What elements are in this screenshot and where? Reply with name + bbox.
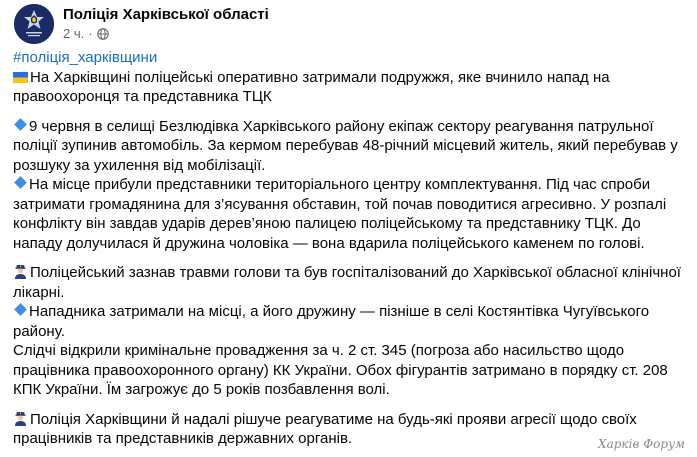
paragraph <box>13 410 689 449</box>
post-body <box>13 48 689 449</box>
paragraph-text: 9 червня в селищі Безлюдівка Харківського району екіпаж сектору реагування патрульної поліції зупинив автомобіль. За кермом перебував 48-річний місцевий житель, який перебував у розшуку за ухилення від мобілізації. <box>13 117 678 174</box>
paragraph <box>13 263 689 302</box>
globe-icon[interactable] <box>97 28 109 40</box>
post-meta <box>63 26 109 41</box>
police-officer-icon <box>13 264 28 279</box>
paragraph <box>13 341 689 400</box>
blue-diamond-icon <box>14 176 27 189</box>
paragraph <box>13 302 689 341</box>
blue-diamond-icon <box>14 118 27 131</box>
headline-paragraph <box>13 68 689 107</box>
paragraph-text: На місце прибули представники територіального центру комплектування. Під час спроби затримати громадянина для з’ясування обставин, той почав поводитися агресивно. У розпалі конфлікту він завдав ударів дерев’яною палицею поліцейському та представнику ТЦК. До нападу долучилася й дружина чоловіка — вона вдарила поліцейського каменем по голові. <box>13 176 667 252</box>
police-officer-icon <box>13 411 28 426</box>
post-time[interactable]: 2 ч. <box>63 26 85 41</box>
ukraine-flag-icon <box>13 72 28 83</box>
hashtag-link[interactable]: #поліція_харківщини <box>13 49 158 66</box>
paragraph-text: Поліцейський зазнав травми голови та був госпіталізований до Харківської обласної клінічної лікарні. <box>13 264 681 301</box>
paragraph-text: Нападника затримали на місці, а його дружину — пізніше в селі Костянтівка Чугуївського району. <box>13 303 650 340</box>
police-badge-icon <box>14 4 54 44</box>
blue-diamond-icon <box>14 303 27 316</box>
headline-text: На Харківщині поліцейські оперативно затримали подружжя, яке вчинило напад на правоохоронця та представника ТЦК <box>13 68 610 105</box>
page-name-link[interactable]: Поліція Харківської області <box>63 6 269 23</box>
paragraph <box>13 175 689 253</box>
paragraph <box>13 117 689 176</box>
avatar[interactable] <box>14 4 54 44</box>
watermark: Харків Форум <box>598 437 685 451</box>
paragraph-text: Поліція Харківщини й надалі рішуче реагуватиме на будь-які прояви агресії щодо своїх працівників та представників державних органів. <box>13 410 637 447</box>
paragraph-text: Слідчі відкрили кримінальне провадження за ч. 2 ст. 345 (погроза або насильство щодо працівника правоохоронного органу) КК України. Обох фігурантів затримано в порядку ст. 208 КПК України. Їм загрожує до 5 років позбавлення волі. <box>13 342 668 398</box>
meta-separator: · <box>88 26 93 41</box>
